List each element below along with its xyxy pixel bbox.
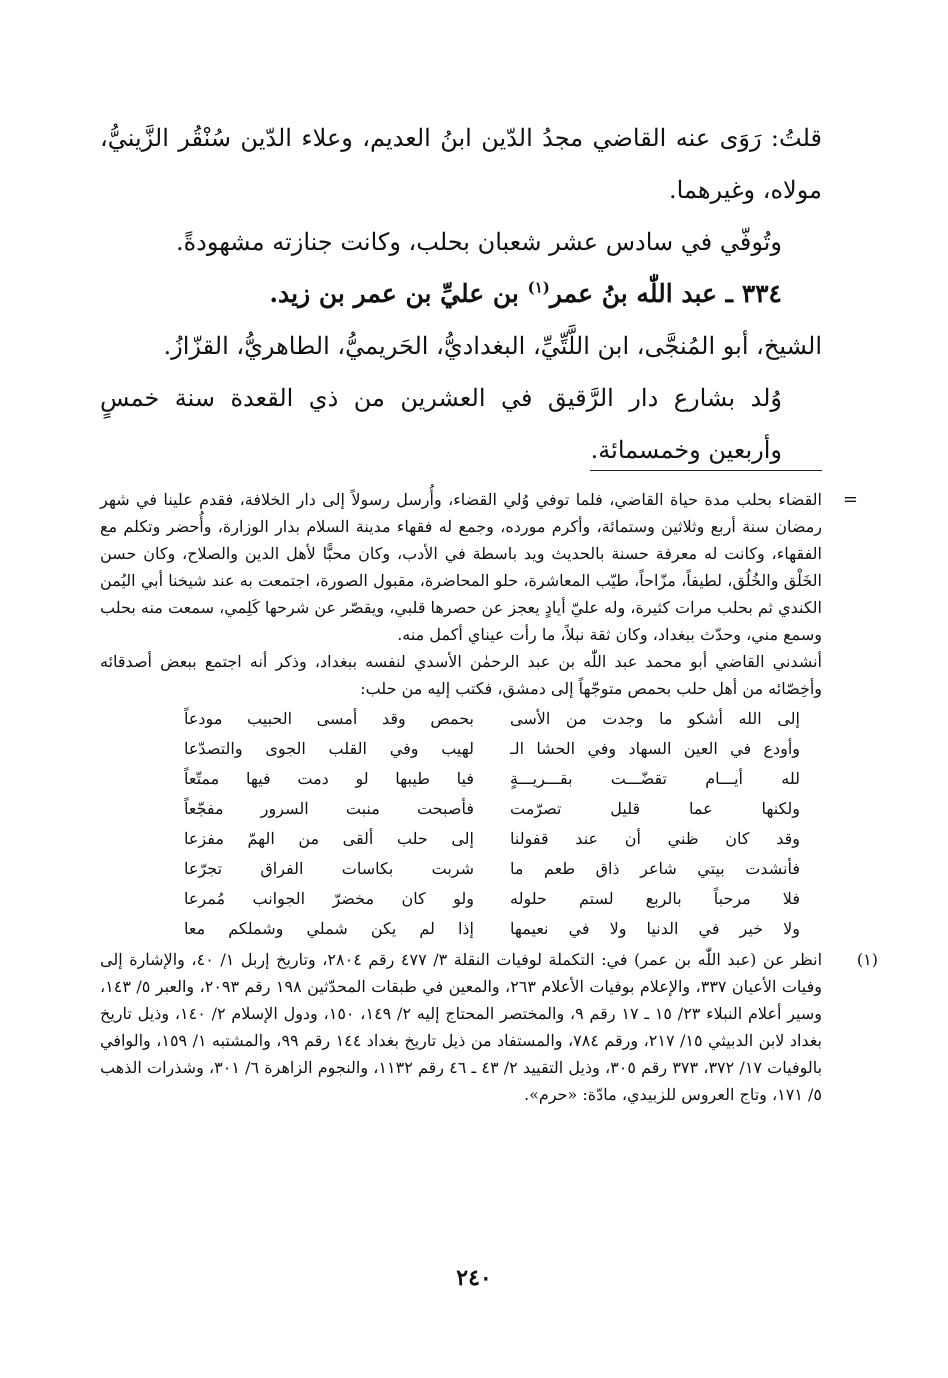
poem-hemistich: لله أيـــام تقضّـــت بقـــريـــةٍ (510, 769, 800, 788)
entry-title-rest: بن عليِّ بن عمر بن زيد. (269, 279, 528, 308)
page-number: ٢٤٠ (456, 1265, 492, 1291)
poem-hemistich: فلا مرحباً بالربع لستم حلوله (510, 889, 800, 908)
main-paragraph-4: وُلد بشارع دار الرَّقيق في العشرين من ذي القعدة سنة خمسٍ وأربعين وخمسمائة. (100, 384, 782, 464)
reference-footnote (100, 946, 878, 1108)
poem-hemistich: إذا لم يكن شملي وشملكم معا (184, 919, 474, 938)
main-paragraph-3: الشيخ، أبو المُنجَّى، ابن اللَّتِّيِّ، البغداديُّ، الحَريميُّ، الطاهريُّ، القزّازُ. (163, 332, 822, 360)
poem-hemistich: وأودع في العين السهاد وفي الحشا الـ (510, 739, 800, 758)
poem (100, 704, 800, 944)
note-paragraph-1: القضاء بحلب مدة حياة القاضي، فلما توفي وُلي القضاء، وأُرسل رسولاً إلى دار الخلافة، فقدم علينا في شهر رمضان سنة أربع وثلاثين وستمائة، وأكرم مورده، وجمع له فقهاء مدينة السلام بدار الوزارة، وأُحضر وتكلم مع الفقهاء، وكانت له معرفة حسنة بالحديث ويد باسطة في الأدب، وكان محبًّا لأهل الدين والصلاح، وكان حسن الخَلْق والخُلُق، لطيفاً، مزّاحاً، طيّب المعاشرة، حلو المحاضرة، مقبول الصورة، اجتمعت به عند شيخنا أبي اليُمن الكندي ثم بحلب مرات كثيرة، وله عليّ أيادٍ يعجز عن حصرها قلبي، ويقصّر عن شرحها كَلِمي، سمعت منه بحلب وسمع مني، وحدّث ببغداد، وكان ثقة نبلاً، ما رأت عيناي أكمل منه. (100, 490, 823, 644)
note-paragraph-2: أنشدني القاضي أبو محمد عبد اللّٰه بن عبد الرحمٰن الأسدي لنفسه ببغداد، وذكر أنه اجتمع ببعض أصدقائه وأخِصّائه من أهل حلب بحمص متوجّهاً إلى دمشق، فكتب إليه من حلب: (100, 652, 822, 698)
poem-hemistich: لهيب وفي القلب الجوى والتصدّعا (184, 739, 474, 758)
entry-title (100, 268, 822, 320)
poem-hemistich: ولو كان مخضرّ الجوانب مُمرعا (184, 889, 474, 908)
reference-number: (١) (856, 950, 878, 969)
poem-hemistich: وقد كان ظني أن عند قفولنا (510, 829, 800, 848)
footnote-separator (590, 470, 822, 471)
main-paragraph-1: قلتُ: رَوَى عنه القاضي مجدُ الدّين ابنُ العديم، وعلاء الدّين سُنْقُر الزَّينيُّ، مولاه، وغيرهما. (100, 124, 822, 204)
footnotes (100, 486, 878, 1108)
poem-hemistich: فأنشدت بيتي شاعر ذاق طعم ما (510, 859, 800, 878)
poem-hemistich: شربت بكاسات الفراق تجرّعا (184, 859, 474, 878)
poem-hemistich: ولكنها عما قليل تصرّمت (510, 799, 800, 818)
poem-hemistich: فيا طيبها لو دمت فيها ممتّعاً (184, 769, 474, 788)
main-paragraph-2: وتُوفّي في سادس عشر شعبان بحلب، وكانت جنازته مشهودةً. (175, 228, 782, 256)
poem-hemistich: إلى حلب ألقى من الهمّ مفزعا (184, 829, 474, 848)
poem-hemistich: فأصبحت منبت السرور مفجّعاً (184, 799, 474, 818)
reference-text: انظر عن (عبد اللّٰه بن عمر) في: التكملة لوفيات النقلة ٣/ ٤٧٧ رقم ٢٨٠٤، وتاريخ إربل ١/ ٤٠، والإشارة إلى وفيات الأعيان ٣٣٧، والإعلام بوفيات الأعلام ٢٦٣، والمعين في طبقات المحدّثين ١٩٨ رقم ٢٠٩٣، والعبر ٥/ ١٤٣، وسير أعلام النبلاء ٢٣/ ١٥ ـ ١٧ رقم ٩، والمختصر المحتاج إليه ٢/ ١٤٩، ١٥٠، ودول الإسلام ٢/ ١٤٠، وذيل تاريخ بغداد لابن الدبيثي ١٥/ ٢١٧، ورقم ٧٨٤، والمستفاد من ذيل تاريخ بغداد ١٤٤ رقم ٩٩، والمشتبه ١/ ١٥٩، والوافي بالوفيات ١٧/ ٣٧٢، ٣٧٣ رقم ٣٠٥، وذيل التقييد ٢/ ٤٣ ـ ٤٦ رقم ١١٣٢، والنجوم الزاهرة ٦/ ٣٠١، وشذرات الذهب ٥/ ١٧١، وتاج العروس للزبيدي، مادّة: «حرم». (100, 950, 823, 1104)
entry-title-name: ٣٣٤ ـ عبد اللّٰه بنُ عمر (549, 279, 782, 308)
main-text (100, 112, 822, 476)
continuation-marker: = (842, 489, 858, 510)
poem-hemistich: ولا خير في الدنيا ولا في نعيمها (510, 919, 800, 938)
poem-hemistich: بحمص وقد أمسى الحبيب مودعاً (184, 709, 474, 728)
entry-footnote-marker: (١) (527, 278, 550, 297)
poem-hemistich: إلى الله أشكو ما وجدت من الأسى (510, 709, 800, 728)
